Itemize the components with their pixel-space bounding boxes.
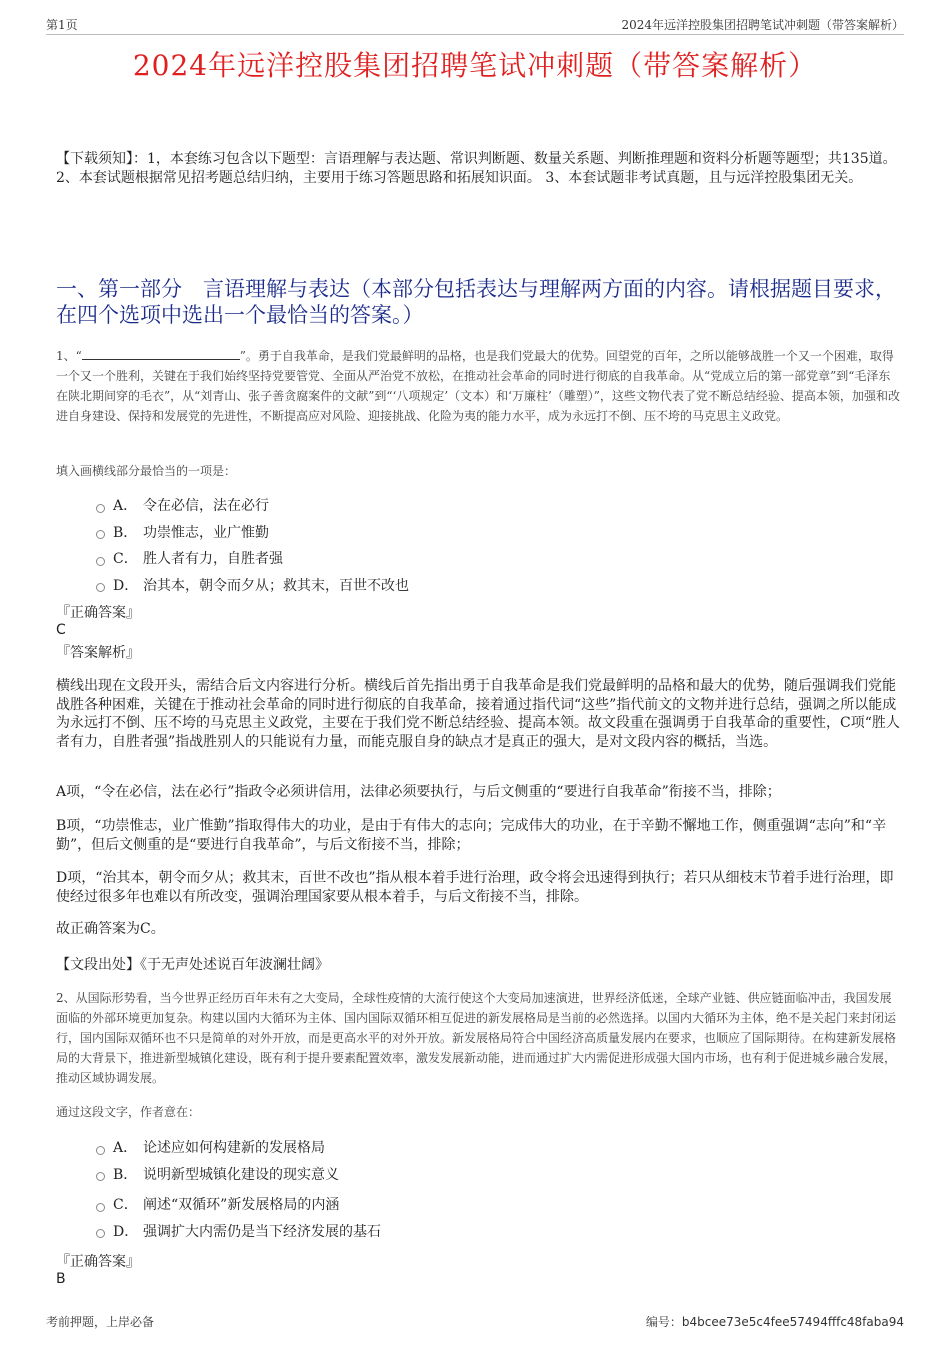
correct-answer: B (56, 1271, 66, 1287)
radio-icon[interactable] (96, 557, 105, 566)
option-b[interactable]: B． 说明新型城镇化建设的现实意义 (96, 1161, 381, 1188)
page-header (46, 16, 904, 35)
analysis-option-a: A项，“令在必信，法在必行”指政令必须讲信用，法律必须要执行，与后文侧重的“要进行自我革命”衔接不当，排除； (56, 784, 781, 800)
question-1-text: ”。勇于自我革命，是我们党最鲜明的品格，也是我们党最大的优势。回望党的百年，之所以能够战胜一个又一个困难，取得一个又一个胜利，关键在于我们始终坚持党要管党、全面从严治党不放松，在推动社会革命的同时进行彻底的自我革命。从“党成立后的第一部党章”到“毛泽东在陕北期间穿的毛衣”，从“刘青山、张子善贪腐案件的文献”到“‘八项规定’（文本）和‘万廉柱’（雕塑）”，这些文物代表了党不断总结经验、提高本领，加强和改进自身建设、保持和发展党的先进性，不断提高应对风险、迎接挑战、化险为夷的能力水平，成为永远打不倒、压不垮的马克思主义政党。 (56, 349, 900, 423)
radio-icon[interactable] (96, 1146, 105, 1155)
option-a[interactable]: A． 令在必信，法在必行 (96, 492, 409, 519)
analysis-option-d: D项，“治其本，朝令而夕从；救其末，百世不改也”指从根本着手进行治理，政令将会迅速得到执行；若只从细枝末节着手进行治理，即使经过很多年也难以有所改变，强调治理国家要从根本着手，与后文衔接不当，排除。 (56, 870, 894, 905)
option-a[interactable]: A． 论述应如何构建新的发展格局 (96, 1134, 381, 1161)
page-number: 第1页 (46, 18, 78, 32)
answer-label: 『正确答案』 (56, 605, 140, 621)
question-1-options (96, 492, 409, 598)
radio-icon[interactable] (96, 504, 105, 513)
question-2-options (96, 1134, 381, 1244)
question-1-prefix: 1、“ (56, 349, 82, 363)
option-d[interactable]: D． 强调扩大内需仍是当下经济发展的基石 (96, 1218, 381, 1245)
passage-source: 【文段出处】《于无声处述说百年波澜壮阔》 (56, 957, 329, 973)
question-2-prompt: 通过这段文字，作者意在： (56, 1105, 201, 1119)
radio-icon[interactable] (96, 1172, 105, 1181)
correct-answer: C (56, 622, 66, 638)
question-2-stem: 2、从国际形势看，当今世界正经历百年未有之大变局，全球性疫情的大流行使这个大变局加速演进，世界经济低迷，全球产业链、供应链面临冲击，我国发展面临的外部环境更加复杂。构建以国内大循环为主体、国内国际双循环相互促进的新发展格局是当前的必然选择。以国内大循环为主体，绝不是关起门来封闭运行，国内国际双循环也不只是简单的对外开放，而是更高水平的对外开放。新发展格局符合中国经济高质量发展内在要求，也顺应了国际期待。在构建新发展格局的大背景下，推进新型城镇化建设，既有利于提升要素配置效率，激发发展新动能，进而通过扩大内需促进形成强大国内市场，也有利于促进城乡融合发展，推动区域协调发展。 (56, 991, 897, 1085)
header-doc-title: 2024年远洋控股集团招聘笔试冲刺题（带答案解析） (621, 18, 904, 32)
document-code: 编号：b4bcee73e5c4fee57494fffc48faba94 (645, 1315, 904, 1329)
question-1-prompt: 填入画横线部分最恰当的一项是： (56, 464, 237, 478)
radio-icon[interactable] (96, 1203, 105, 1212)
section-heading: 一、第一部分 言语理解与表达（本部分包括表达与理解两方面的内容。请根据题目要求，在四个选项中选出一个最恰当的答案。） (56, 277, 896, 327)
fill-blank-line (82, 347, 240, 360)
question-1-stem (56, 346, 901, 426)
option-c[interactable]: C． 阐述“双循环”新发展格局的内涵 (96, 1191, 381, 1218)
option-c[interactable]: C． 胜人者有力，自胜者强 (96, 545, 409, 572)
analysis-conclusion: 故正确答案为C。 (56, 921, 165, 937)
radio-icon[interactable] (96, 583, 105, 592)
download-notice: 【下载须知】：1，本套练习包含以下题型：言语理解与表达题、常识判断题、数量关系题、判断推理题和资料分析题等题型；共135道。 2、本套试题根据常见招考题总结归纳，主要用于练习答题思路和拓展知识面。 3、本套试题非考试真题，且与远洋控股集团无关。 (56, 151, 897, 186)
analysis-option-b: B项，“功崇惟志，业广惟勤”指取得伟大的功业，是由于有伟大的志向；完成伟大的功业，在于辛勤不懈地工作，侧重强调“志向”和“辛勤”，但后文侧重的是“要进行自我革命”，与后文衔接不当，排除； (56, 818, 887, 853)
option-b[interactable]: B． 功崇惟志，业广惟勤 (96, 519, 409, 546)
radio-icon[interactable] (96, 530, 105, 539)
footer-slogan: 考前押题，上岸必备 (46, 1315, 155, 1329)
radio-icon[interactable] (96, 1229, 105, 1238)
document-title: 2024年远洋控股集团招聘笔试冲刺题（带答案解析） (132, 49, 818, 82)
analysis-label: 『答案解析』 (56, 645, 140, 661)
analysis-paragraph: 横线出现在文段开头，需结合后文内容进行分析。横线后首先指出勇于自我革命是我们党最鲜明的品格和最大的优势，随后强调我们党能战胜各种困难，关键在于推动社会革命的同时进行彻底的自我革命，接着通过指代词“这些”指代前文的文物并进行总结，强调之所以能成为永远打不倒、压不垮的马克思主义政党，主要在于我们党不断总结经验、提高本领。故文段重在强调勇于自我革命的重要性，C项“胜人者有力，自胜者强”指战胜别人的只能说有力量，而能克服自身的缺点才是真正的强大，是对文段内容的概括，当选。 (56, 678, 900, 750)
option-d[interactable]: D． 治其本，朝令而夕从；救其末，百世不改也 (96, 572, 409, 599)
answer-label: 『正确答案』 (56, 1254, 140, 1270)
